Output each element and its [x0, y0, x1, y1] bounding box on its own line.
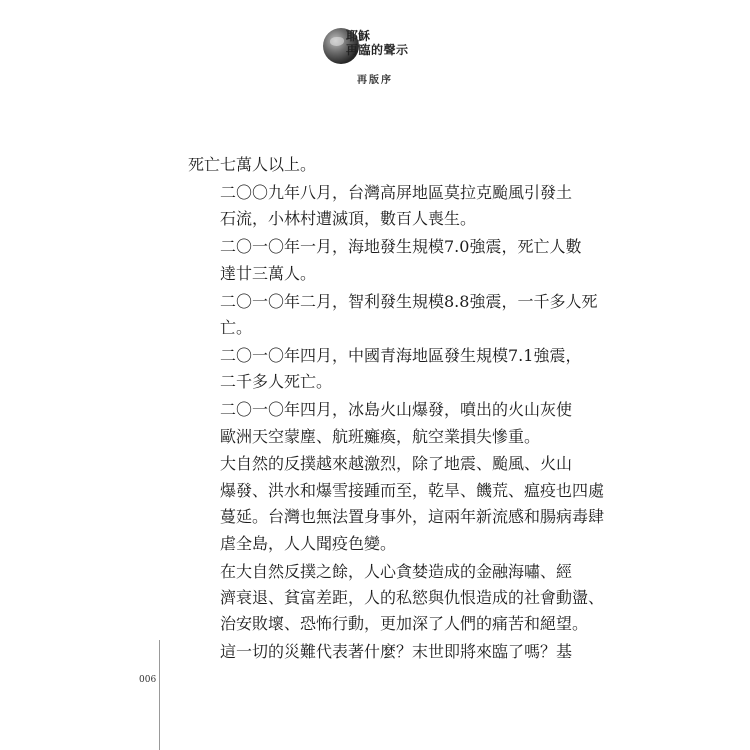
text-line: 歐洲天空蒙塵、航班癱瘓，航空業損失慘重。 [220, 426, 541, 446]
paragraph [188, 397, 573, 450]
text-line: 濟衰退、貧富差距，人的私慾與仇恨造成的社會動盪、 [220, 588, 605, 607]
text-line: 爆發、洪水和爆雪接踵而至，乾旱、饑荒、瘟疫也四處 [220, 480, 605, 500]
text-line: 二千多人死亡。 [220, 372, 333, 392]
paragraph [188, 234, 582, 287]
text-line: 二〇一〇年四月，中國青海地區發生規模7.1強震， [220, 345, 582, 365]
gutter-line [159, 640, 160, 750]
header-title-line2: 再臨的聲示 [346, 43, 409, 57]
text-line: 二〇一〇年二月，智利發生規模8.8強震，一千多人死 [220, 291, 598, 311]
text-line: 亡。 [220, 317, 253, 337]
text-line: 二〇〇九年八月，台灣高屏地區莫拉克颱風引發土 [220, 182, 573, 202]
text-line: 二〇一〇年四月，冰島火山爆發，噴出的火山灰使 [220, 400, 573, 420]
text-line: 這一切的災難代表著什麼？末世即將來臨了嗎？基 [220, 642, 573, 662]
text-line: 治安敗壞、恐怖行動，更加深了人們的痛苦和絕望。 [220, 614, 589, 634]
paragraph [188, 180, 573, 233]
paragraph [188, 343, 582, 396]
paragraph [188, 559, 605, 638]
paragraph [188, 152, 560, 178]
section-title: 再版序 [357, 75, 393, 86]
paragraph [188, 639, 573, 665]
text-line: 二〇一〇年一月，海地發生規模7.0強震，死亡人數 [220, 237, 582, 257]
paragraph [188, 451, 605, 557]
body-text [188, 152, 605, 666]
page-number: 006 [139, 675, 157, 685]
text-line: 虐全島，人人聞疫色變。 [220, 533, 397, 553]
text-line: 石流，小林村遭滅頂，數百人喪生。 [220, 209, 477, 229]
text-line: 死亡七萬人以上。 [188, 155, 317, 174]
text-line: 達廿三萬人。 [220, 263, 317, 283]
text-line: 在大自然反撲之餘，人心貪婪造成的金融海嘯、經 [220, 561, 573, 581]
paragraph [188, 289, 598, 342]
text-line: 蔓延。台灣也無法置身事外，這兩年新流感和腸病毒肆 [220, 507, 605, 527]
text-line: 大自然的反撲越來越激烈，除了地震、颱風、火山 [220, 454, 573, 474]
header-title-line1: 耶穌 [346, 29, 371, 43]
running-header-title [346, 29, 409, 57]
